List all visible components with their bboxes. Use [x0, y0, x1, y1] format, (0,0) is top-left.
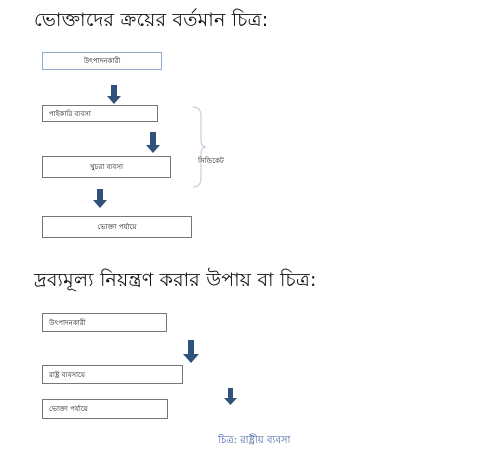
down-arrow-icon — [106, 85, 122, 105]
box-consumer: ভোক্তা পর্যায়ে — [42, 216, 192, 238]
box-producer-2: উৎপাদনকারী — [42, 313, 167, 332]
box-wholesale: পাইকারি ব্যবসা — [42, 105, 158, 122]
figure-caption: চিত্র: রাষ্ট্রীয় ব্যবসা — [218, 435, 291, 446]
down-arrow-icon — [182, 340, 200, 364]
diagram1-title: ভোক্তাদের ক্রয়ের বর্তমান চিত্র: — [34, 9, 269, 31]
box-producer: উৎপাদনকারী — [42, 52, 162, 70]
syndicate-label: সিন্ডিকেট — [198, 157, 224, 165]
box-state-business: রাষ্ট্র ব্যবসায়ে — [42, 365, 183, 384]
down-arrow-icon — [224, 388, 238, 406]
brace-icon — [192, 106, 208, 188]
down-arrow-icon — [92, 189, 108, 209]
box-retail: খুচরা ব্যবসা — [42, 156, 171, 178]
diagram2-title: দ্রব্যমূল্য নিয়ন্ত্রণ করার উপায় বা চিত্র: — [34, 269, 317, 291]
box-consumer-2: ভোক্তা পর্যায়ে — [42, 399, 168, 419]
down-arrow-icon — [145, 132, 161, 154]
